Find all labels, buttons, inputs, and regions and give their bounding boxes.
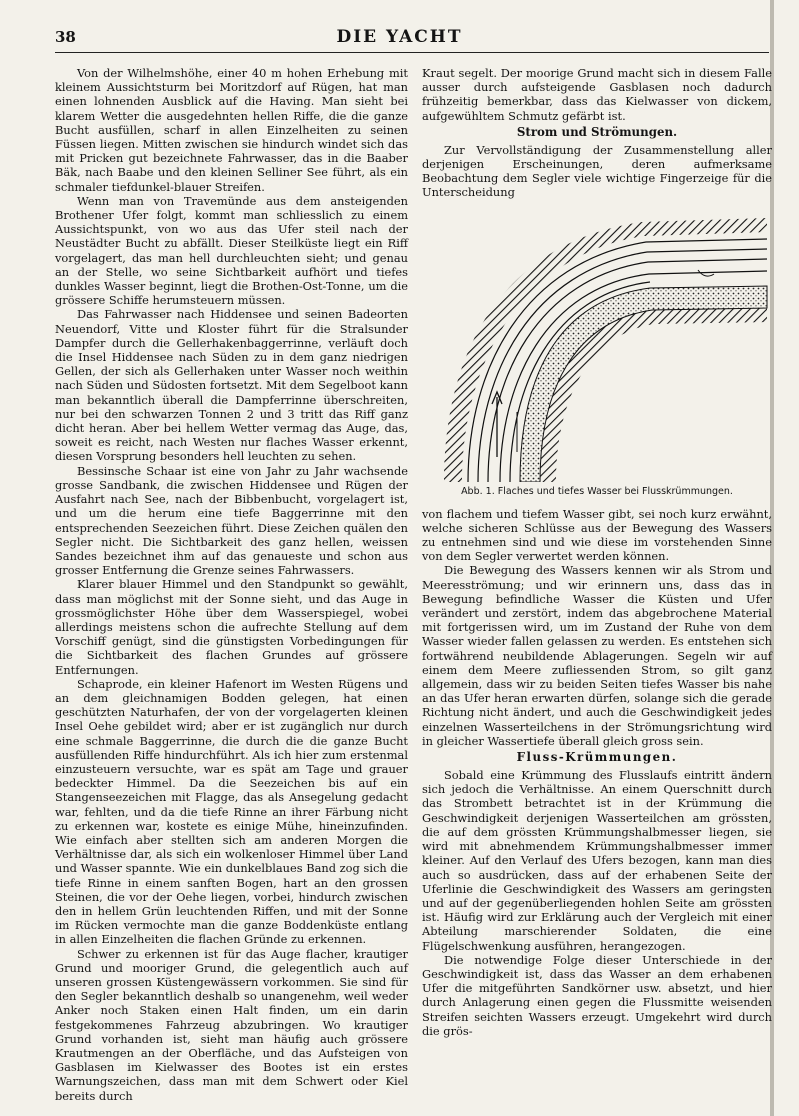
paragraph: Schwer zu erkennen ist für das Auge flacher, krautiger Grund und mooriger Grund, die gelegentlich auch auf unseren grossen Küstengewässern vorkommen. Sie sind für den Segler bekanntlich deshalb so unangenehm, weil weder Anker noch Staken einen Halt finden, um ein darin festgekommenes Fahrzeug abzubringen. Wo krautiger Grund vorhanden ist, sieht man häufig auch grössere Krautmengen an der Oberfläche, und das Aufsteigen von Gasblasen im Kielwasser des Bootes ist ein erstes Warnungszeichen, dass man mit dem Schwert oder Kiel bereits durch (55, 946, 408, 1103)
paragraph: Wenn man von Travemünde aus dem ansteigenden Brothener Ufer folgt, kommt man schliesslich zu einem Aussichtspunkt, von wo aus das Ufer steil nach der Neustädter Bucht zu abfällt. Dieser Steilküste liegt ein Riff vorgelagert, das man hell durchleuchten sieht; und genau an der Stelle, wo seine Sichtbarkeit aufhört und tiefes dunkles Wasser beginnt, liegt die Brothen-Ost-Tonne, um die grössere Schiffe herumsteuern müssen. (55, 193, 408, 308)
running-head: DIE YACHT (336, 27, 463, 47)
paragraph: Das Fahrwasser nach Hiddensee und seinen Badeorten Neuendorf, Vitte und Kloster führt für die Stralsunder Dampfer durch die Gellerhakenbaggerrinne, verläuft doch die Insel Hiddensee nach Süden zu in dem ganz niedrigen Gellen, der sich als Gellerhaken unter Wasser noch weithin nach Süden und Südosten fortsetzt. Mit dem Segelboot kann man bekanntlich überall die Dampferrinne überschreiten, nur bei den schwarzen Tonnen 2 und 3 tritt das Riff ganz dicht heran. Aber bei hellem Wetter vermag das Auge, das, soweit es reicht, nach Westen nur flaches Wasser erkennt, diesen Vorsprung besonders hell leuchten zu sehen. (55, 307, 408, 464)
paragraph: Die Bewegung des Wassers kennen wir als Strom und Meeresströmung; und wir erinnern uns, dass das in Bewegung befindliche Wasser die Küsten und Ufer verändert und zerstört, indem das abgebrochene Material mit fortgerissen wird, um im Zustand der Ruhe von dem Wasser wieder fallen gelassen zu werden. Es entstehen sich fortwährend neubildende Ablagerungen. Segeln wir auf einem dem Meere zufliessenden Strom, so gilt ganz allgemein, dass wir zu beiden Seiten tiefes Wasser bis nahe an das Ufer heran erwarten dürfen, solange sich die gerade Richtung nicht ändert, und auch die Geschwindigkeit jedes einzelnen Wasserteilchens in der Strömungsrichtung wird in gleicher Wassertiefe überall gleich gross sein. (422, 563, 772, 748)
right-column (422, 66, 772, 1038)
paragraph: Klarer blauer Himmel und den Standpunkt so gewählt, dass man möglichst mit der Sonne sieht, und das Auge in grossmöglichster Höhe über dem Wasserspiegel, wobei allerdings meistens schon die aufrechte Stellung auf dem Vorschiff genügt, sind die günstigsten Vorbedingungen für die Sichtbarkeit des flachen Grundes auf grössere Entfernungen. (55, 577, 408, 677)
left-column (55, 66, 408, 1103)
paragraph: Bessinsche Schaar ist eine von Jahr zu Jahr wachsende grosse Sandbank, die zwischen Hiddensee und Rügen der Ausfahrt nach See, nach der Bibbenbucht, vorgelagert ist, und um die herum eine tiefe Baggerrinne mit den entsprechenden Seezeichen führt. Diese Zeichen quälen den Segler nicht. Die Sichtbarkeit des ganz hellen, weissen Sandes bezeichnet ihm auf das genaueste und schon aus grosser Entfernung die Grenze seines Fahrwassers. (55, 463, 408, 578)
section-heading: Fluss-Krümmungen. (516, 750, 678, 765)
paragraph: Schaprode, ein kleiner Hafenort im Westen Rügens und an dem gleichnamigen Bodden gelegen, hat einen geschützten Naturhafen, der von der vorgelagerten kleinen Insel Oehe gebildet wird; aber er ist zugänglich nur durch eine schmale Baggerrinne, die durch die die ganze Bucht ausfüllenden Riffe hindurchführt. Als ich hier zum erstenmal einzusteuern versuchte, war es spät am Tage und grauer bedeckter Himmel. Da die Seezeichen bis auf ein Stangenseezeichen mit Flagge, das als Ansegelung gedacht war, fehlten, und da die tiefe Rinne an ihrer Färbung nicht zu erkennen war, kostete es einige Mühe, hineinzufinden. Wie einfach aber stellten sich am anderen Morgen die Verhältnisse dar, als sich ein wolkenloser Himmel über Land und Wasser spannte. Wie ein dunkelblaues Band zog sich die tiefe Rinne in einem sanften Bogen, hart an den grossen Steinen, die vor der Oehe liegen, vorbei, hindurch zwischen den in hellem Grün leuchtenden Riffen, und mit der Sonne im Rücken vermochte man die ganze Boddenküste entlang in allen Einzelheiten die flachen Gründe zu erkennen. (55, 676, 408, 947)
paragraph: Zur Vervollständigung der Zusammenstellung aller derjenigen Erscheinungen, deren aufmerksame Beobachtung dem Segler viele wichtige Fingerzeige für die Unterscheidung (422, 142, 772, 200)
paragraph: Kraut segelt. Der moorige Grund macht sich in diesem Falle ausser durch aufsteigende Gasblasen noch dadurch frühzeitig bemerkbar, dass das Kielwasser von dickem, aufgewühltem Schmutz gefärbt ist. (422, 66, 772, 123)
paragraph: Sobald eine Krümmung des Flusslaufs eintritt ändern sich jedoch die Verhältnisse. An einem Querschnitt durch das Strombett betrachtet ist in der Krümmung die Geschwindigkeit derjenigen Wasserteilchen am grössten, die auf dem grössten Krümmungshalbmesser liegen, sie wird mit abnehmendem Krümmungshalbmesser immer kleiner. Auf den Verlauf des Ufers bezogen, kann man dies auch so ausdrücken, dass auf der erhabenen Seite der Uferlinie die Geschwindigkeit des Wassers am geringsten und auf der gegenüberliegenden hohlen Seite am grössten ist. Häufig wird zur Erklärung auch der Vergleich mit einer Abteilung marschierender Soldaten, die eine Flügelschwenkung ausführen, herangezogen. (422, 768, 772, 953)
section-heading: Strom und Strömungen. (516, 124, 678, 139)
figure-caption: Abb. 1. Flaches und tiefes Wasser bei Flusskrümmungen. (461, 485, 733, 497)
river-bend-illustration (422, 212, 772, 482)
paragraph: von flachem und tiefem Wasser gibt, sei noch kurz erwähnt, welche sicheren Schlüsse aus der Bewegung des Wassers zu entnehmen sind und wie diese im vorstehenden Sinne von dem Segler verwertet werden können. (422, 506, 772, 564)
page-number: 38 (55, 28, 76, 46)
paragraph: Die notwendige Folge dieser Unterschiede in der Geschwindigkeit ist, dass das Wasser an dem erhabenen Ufer die mitgeführten Sandkörner usw. absetzt, und hier durch Anlagerung einen gegen die Flussmitte weisenden Streifen seichten Wassers erzeugt. Umgekehrt wird durch die grös- (422, 952, 772, 1038)
figure-river-bend (422, 212, 772, 482)
header-rule (55, 52, 769, 53)
paragraph: Von der Wilhelmshöhe, einer 40 m hohen Erhebung mit kleinem Aussichtsturm bei Moritzdorf auf Rügen, hat man einen lohnenden Ausblick auf die Having. Man sieht bei klarem Wetter die ausgedehnten hellen Riffe, die die ganze Bucht ausfüllen, scharf in allen Einzelheiten zu seinen Füssen liegen. Mitten zwischen sie hindurch windet sich das mit Pricken gut bezeichnete Fahrwasser, das in die Baaber Bäk, nach Baabe und den kleinen Selliner See führt, als ein schmaler tiefdunkel-blauer Streifen. (55, 66, 408, 194)
